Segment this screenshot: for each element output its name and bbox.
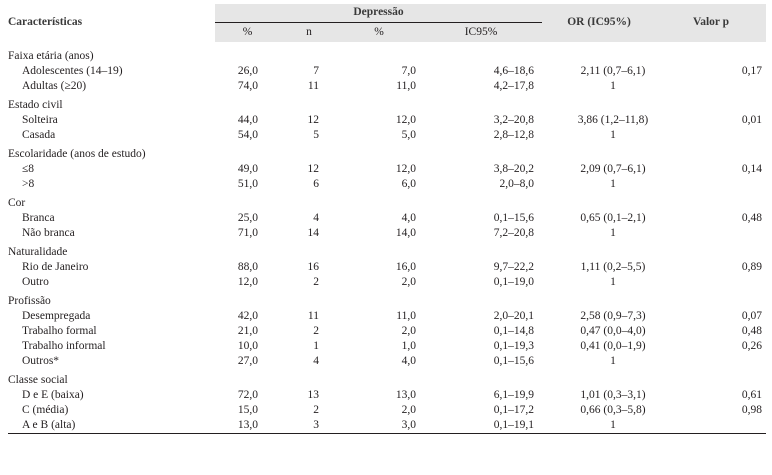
table-row <box>8 339 766 354</box>
table-row <box>8 324 766 339</box>
header-depressao: Depressão <box>215 4 542 22</box>
cell-valor-p: 0,98 <box>741 403 763 416</box>
cell-n: 13 <box>307 388 319 401</box>
header-valor-p: Valor p <box>656 4 766 42</box>
cell-ic95: 0,1–15,6 <box>493 354 535 367</box>
cell-or: 0,66 (0,3–5,8) <box>580 403 646 416</box>
cell-percent-1: 44,0 <box>237 113 258 126</box>
cell-or: 3,86 (1,2–11,8) <box>577 113 649 126</box>
cell-percent-2: 12,0 <box>395 162 416 175</box>
cell-percent-1: 51,0 <box>237 177 258 190</box>
cell-ic95: 2,8–12,8 <box>493 128 535 141</box>
row-label: Adultas (≥20) <box>22 79 87 92</box>
cell-n: 5 <box>313 128 319 141</box>
cell-percent-1: 42,0 <box>237 309 258 322</box>
cell-valor-p: 0,48 <box>741 211 763 224</box>
table-row <box>8 177 766 192</box>
cell-percent-1: 21,0 <box>237 324 258 337</box>
cell-valor-p <box>656 128 766 143</box>
cell-percent-2: 4,0 <box>401 354 416 367</box>
cell-valor-p: 0,48 <box>741 324 763 337</box>
cell-or: 1 <box>610 128 616 141</box>
cell-ic95: 9,7–22,2 <box>493 260 535 273</box>
cell-or: 1 <box>610 177 616 190</box>
cell-percent-2: 11,0 <box>396 309 416 322</box>
table-row <box>8 403 766 418</box>
group-title: Naturalidade <box>8 245 68 258</box>
cell-percent-1: 10,0 <box>237 339 258 352</box>
cell-n: 2 <box>313 275 319 288</box>
cell-valor-p: 0,01 <box>741 113 763 126</box>
cell-percent-2: 1,0 <box>401 339 416 352</box>
cell-percent-1: 25,0 <box>237 211 258 224</box>
cell-percent-1: 15,0 <box>237 403 258 416</box>
cell-or: 0,41 (0,0–1,9) <box>580 339 646 352</box>
cell-ic95: 2,0–20,1 <box>493 309 535 322</box>
cell-percent-2: 14,0 <box>395 226 416 239</box>
table-row <box>8 260 766 275</box>
cell-percent-1: 74,0 <box>237 79 258 92</box>
cell-valor-p <box>656 418 766 434</box>
table-row <box>8 388 766 403</box>
cell-percent-1: 71,0 <box>237 226 258 239</box>
header-sub-n: n <box>280 22 338 42</box>
cell-percent-2: 3,0 <box>338 418 420 434</box>
group-title: Faixa etária (anos) <box>8 49 94 62</box>
table-header <box>8 4 766 42</box>
cell-ic95: 0,1–14,8 <box>493 324 535 337</box>
row-label: Trabalho formal <box>22 324 97 337</box>
cell-n: 11 <box>307 79 319 92</box>
group-header-row <box>8 241 766 260</box>
header-sub-percent-1: % <box>215 22 280 42</box>
cell-percent-2: 12,0 <box>395 113 416 126</box>
cell-valor-p <box>656 275 766 290</box>
cell-or: 1 <box>610 226 616 239</box>
row-label: A e B (alta) <box>8 418 215 434</box>
cell-valor-p: 0,61 <box>741 388 763 401</box>
row-label: C (média) <box>22 403 69 416</box>
cell-percent-1: 13,0 <box>215 418 280 434</box>
cell-percent-1: 72,0 <box>237 388 258 401</box>
row-label: ≤8 <box>22 162 35 175</box>
table-row <box>8 128 766 143</box>
table-row <box>8 275 766 290</box>
cell-percent-2: 16,0 <box>395 260 416 273</box>
cell-ic95: 6,1–19,9 <box>493 388 535 401</box>
cell-ic95: 0,1–19,1 <box>420 418 542 434</box>
cell-valor-p: 0,17 <box>741 64 763 77</box>
cell-valor-p <box>656 354 766 369</box>
group-header-row <box>8 143 766 162</box>
row-label: >8 <box>22 177 35 190</box>
cell-or: 1 <box>610 275 616 288</box>
cell-n: 3 <box>280 418 338 434</box>
cell-valor-p <box>656 79 766 94</box>
cell-n: 2 <box>313 403 319 416</box>
cell-n: 7 <box>313 64 319 77</box>
depression-characteristics-table <box>8 4 766 434</box>
cell-n: 14 <box>307 226 319 239</box>
cell-or: 1,01 (0,3–3,1) <box>580 388 646 401</box>
cell-n: 6 <box>313 177 319 190</box>
cell-percent-2: 13,0 <box>395 388 416 401</box>
cell-percent-2: 6,0 <box>401 177 416 190</box>
table-body <box>8 42 766 434</box>
cell-valor-p <box>656 226 766 241</box>
row-label: Trabalho informal <box>22 339 106 352</box>
cell-percent-2: 2,0 <box>401 403 416 416</box>
row-label: Rio de Janeiro <box>22 260 89 273</box>
cell-valor-p <box>656 177 766 192</box>
cell-n: 4 <box>313 354 319 367</box>
table-row <box>8 226 766 241</box>
cell-percent-2: 5,0 <box>401 128 416 141</box>
cell-percent-1: 26,0 <box>237 64 258 77</box>
cell-valor-p: 0,07 <box>741 309 763 322</box>
cell-percent-1: 54,0 <box>237 128 258 141</box>
table-row <box>8 309 766 324</box>
cell-n: 1 <box>313 339 319 352</box>
cell-or: 1,11 (0,2–5,5) <box>580 260 646 273</box>
cell-percent-1: 12,0 <box>237 275 258 288</box>
cell-percent-2: 2,0 <box>401 275 416 288</box>
cell-ic95: 4,2–17,8 <box>493 79 535 92</box>
row-label: Branca <box>22 211 55 224</box>
header-sub-ic95: IC95% <box>420 22 542 42</box>
cell-percent-1: 27,0 <box>237 354 258 367</box>
table-row <box>8 64 766 79</box>
cell-valor-p: 0,89 <box>741 260 763 273</box>
table-row <box>8 113 766 128</box>
cell-ic95: 7,2–20,8 <box>493 226 535 239</box>
cell-or: 2,09 (0,7–6,1) <box>580 162 646 175</box>
header-sub-percent-2: % <box>338 22 420 42</box>
row-label: Outro <box>22 275 49 288</box>
cell-or: 1 <box>610 354 616 367</box>
cell-n: 12 <box>307 162 319 175</box>
cell-ic95: 0,1–17,2 <box>493 403 535 416</box>
cell-or: 0,47 (0,0–4,0) <box>580 324 646 337</box>
group-header-row <box>8 94 766 113</box>
cell-ic95: 3,2–20,8 <box>493 113 535 126</box>
cell-n: 4 <box>313 211 319 224</box>
cell-percent-2: 2,0 <box>401 324 416 337</box>
cell-ic95: 3,8–20,2 <box>493 162 535 175</box>
cell-percent-1: 49,0 <box>237 162 258 175</box>
cell-or: 0,65 (0,1–2,1) <box>580 211 646 224</box>
table-row <box>8 162 766 177</box>
cell-or: 2,11 (0,7–6,1) <box>580 64 646 77</box>
row-label: Adolescentes (14–19) <box>22 64 123 77</box>
cell-percent-2: 4,0 <box>401 211 416 224</box>
group-header-row <box>8 369 766 388</box>
cell-n: 11 <box>307 309 319 322</box>
table-row <box>8 79 766 94</box>
group-title: Profissão <box>8 294 51 307</box>
table-row <box>8 418 766 434</box>
table-row <box>8 211 766 226</box>
header-or: OR (IC95%) <box>542 4 656 42</box>
group-header-row <box>8 192 766 211</box>
cell-ic95: 2,0–8,0 <box>499 177 535 190</box>
cell-n: 2 <box>313 324 319 337</box>
group-title: Cor <box>8 196 26 209</box>
cell-ic95: 0,1–19,3 <box>493 339 535 352</box>
row-label: Desempregada <box>22 309 91 322</box>
row-label: Casada <box>22 128 56 141</box>
cell-valor-p: 0,26 <box>741 339 763 352</box>
cell-ic95: 4,6–18,6 <box>493 64 535 77</box>
cell-percent-1: 88,0 <box>237 260 258 273</box>
row-label: Não branca <box>22 226 75 239</box>
group-title: Classe social <box>8 373 68 386</box>
cell-ic95: 0,1–19,0 <box>493 275 535 288</box>
group-header-row <box>8 42 766 64</box>
cell-percent-2: 7,0 <box>401 64 416 77</box>
header-caracteristicas: Características <box>8 16 83 29</box>
cell-or: 1 <box>542 418 656 434</box>
cell-valor-p: 0,14 <box>741 162 763 175</box>
cell-n: 16 <box>307 260 319 273</box>
row-label: Outros* <box>22 354 60 367</box>
group-header-row <box>8 290 766 309</box>
table-row <box>8 354 766 369</box>
row-label: D e E (baixa) <box>22 388 84 401</box>
cell-n: 12 <box>307 113 319 126</box>
group-title: Estado civil <box>8 98 63 111</box>
cell-ic95: 0,1–15,6 <box>493 211 535 224</box>
row-label: Solteira <box>22 113 58 126</box>
cell-or: 2,58 (0,9–7,3) <box>580 309 646 322</box>
group-title: Escolaridade (anos de estudo) <box>8 147 146 160</box>
cell-percent-2: 11,0 <box>396 79 416 92</box>
cell-or: 1 <box>610 79 616 92</box>
